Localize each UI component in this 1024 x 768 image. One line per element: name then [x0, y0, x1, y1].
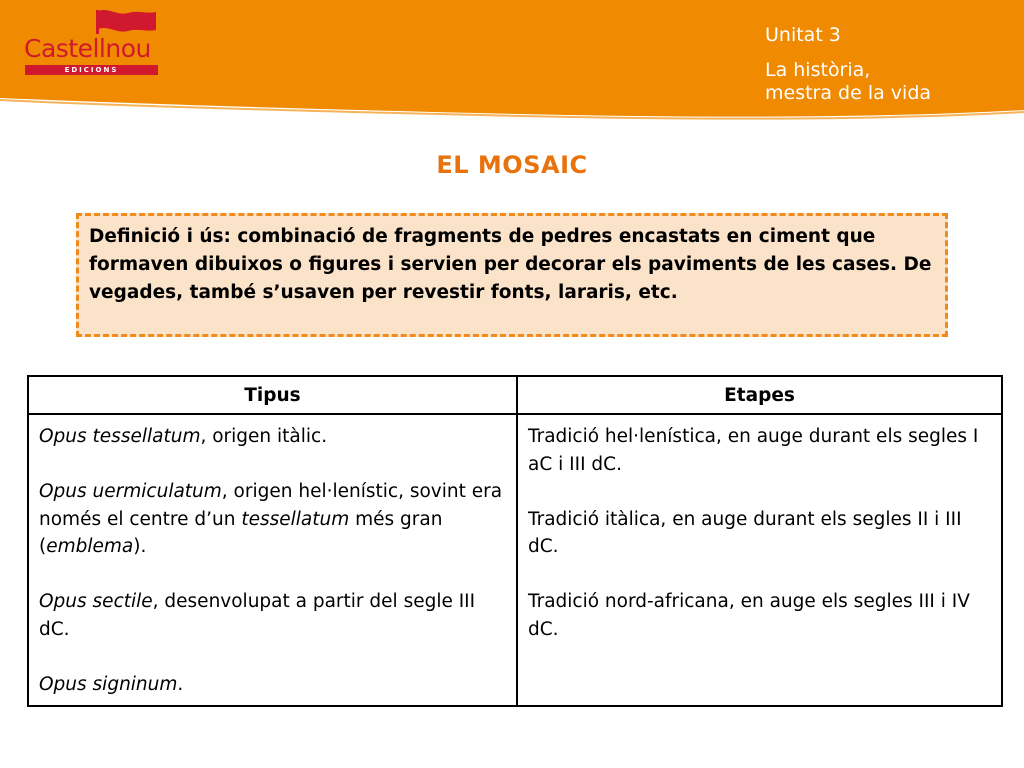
- etapa-item: Tradició itàlica, en auge durant els segles II i III dC.: [528, 508, 962, 557]
- tipus-name: Opus tessellatum: [39, 426, 201, 447]
- logo-name: Castellnou: [24, 34, 151, 63]
- etapa-item: Tradició nord-africana, en auge els segles III i IV dC.: [528, 591, 970, 640]
- tipus-item: Opus uermiculatum, origen hel·lenístic, sovint era només el centre d’un tessellatum més gran (emblema).: [39, 481, 503, 557]
- definition-text: Definició i ús: combinació de fragments de pedres encastats en ciment que formaven dibuixos o figures i servien per decorar els paviments de les cases. De vegades, també s’usaven per revestir fonts, lararis, etc.: [89, 226, 932, 303]
- cell-tipus: [28, 414, 517, 706]
- column-header-tipus: Tipus: [28, 376, 517, 414]
- table-row: [28, 414, 1002, 706]
- tipus-name: Opus sectile: [39, 591, 153, 612]
- castellnou-logo: [22, 8, 162, 78]
- tipus-name: Opus uermiculatum: [39, 481, 222, 502]
- column-header-etapes: Etapes: [517, 376, 1002, 414]
- page-title: EL MOSAIC: [436, 151, 588, 179]
- logo-subtitle: EDICIONS: [25, 65, 158, 75]
- unit-label: Unitat 3: [765, 24, 841, 46]
- tipus-item: Opus tessellatum, origen itàlic.: [39, 426, 328, 447]
- table-header-row: [28, 376, 1002, 414]
- unit-subtitle: La història, mestra de la vida: [765, 59, 932, 104]
- cell-etapes: [517, 414, 1002, 706]
- mosaic-types-table: [27, 375, 1003, 707]
- definition-box: [76, 213, 948, 337]
- etapa-item: Tradició hel·lenística, en auge durant els segles I aC i III dC.: [528, 426, 979, 475]
- tipus-item: Opus sectile, desenvolupat a partir del segle III dC.: [39, 591, 476, 640]
- tipus-name: Opus signinum: [39, 673, 178, 695]
- tipus-item: Opus signinum.: [39, 673, 184, 695]
